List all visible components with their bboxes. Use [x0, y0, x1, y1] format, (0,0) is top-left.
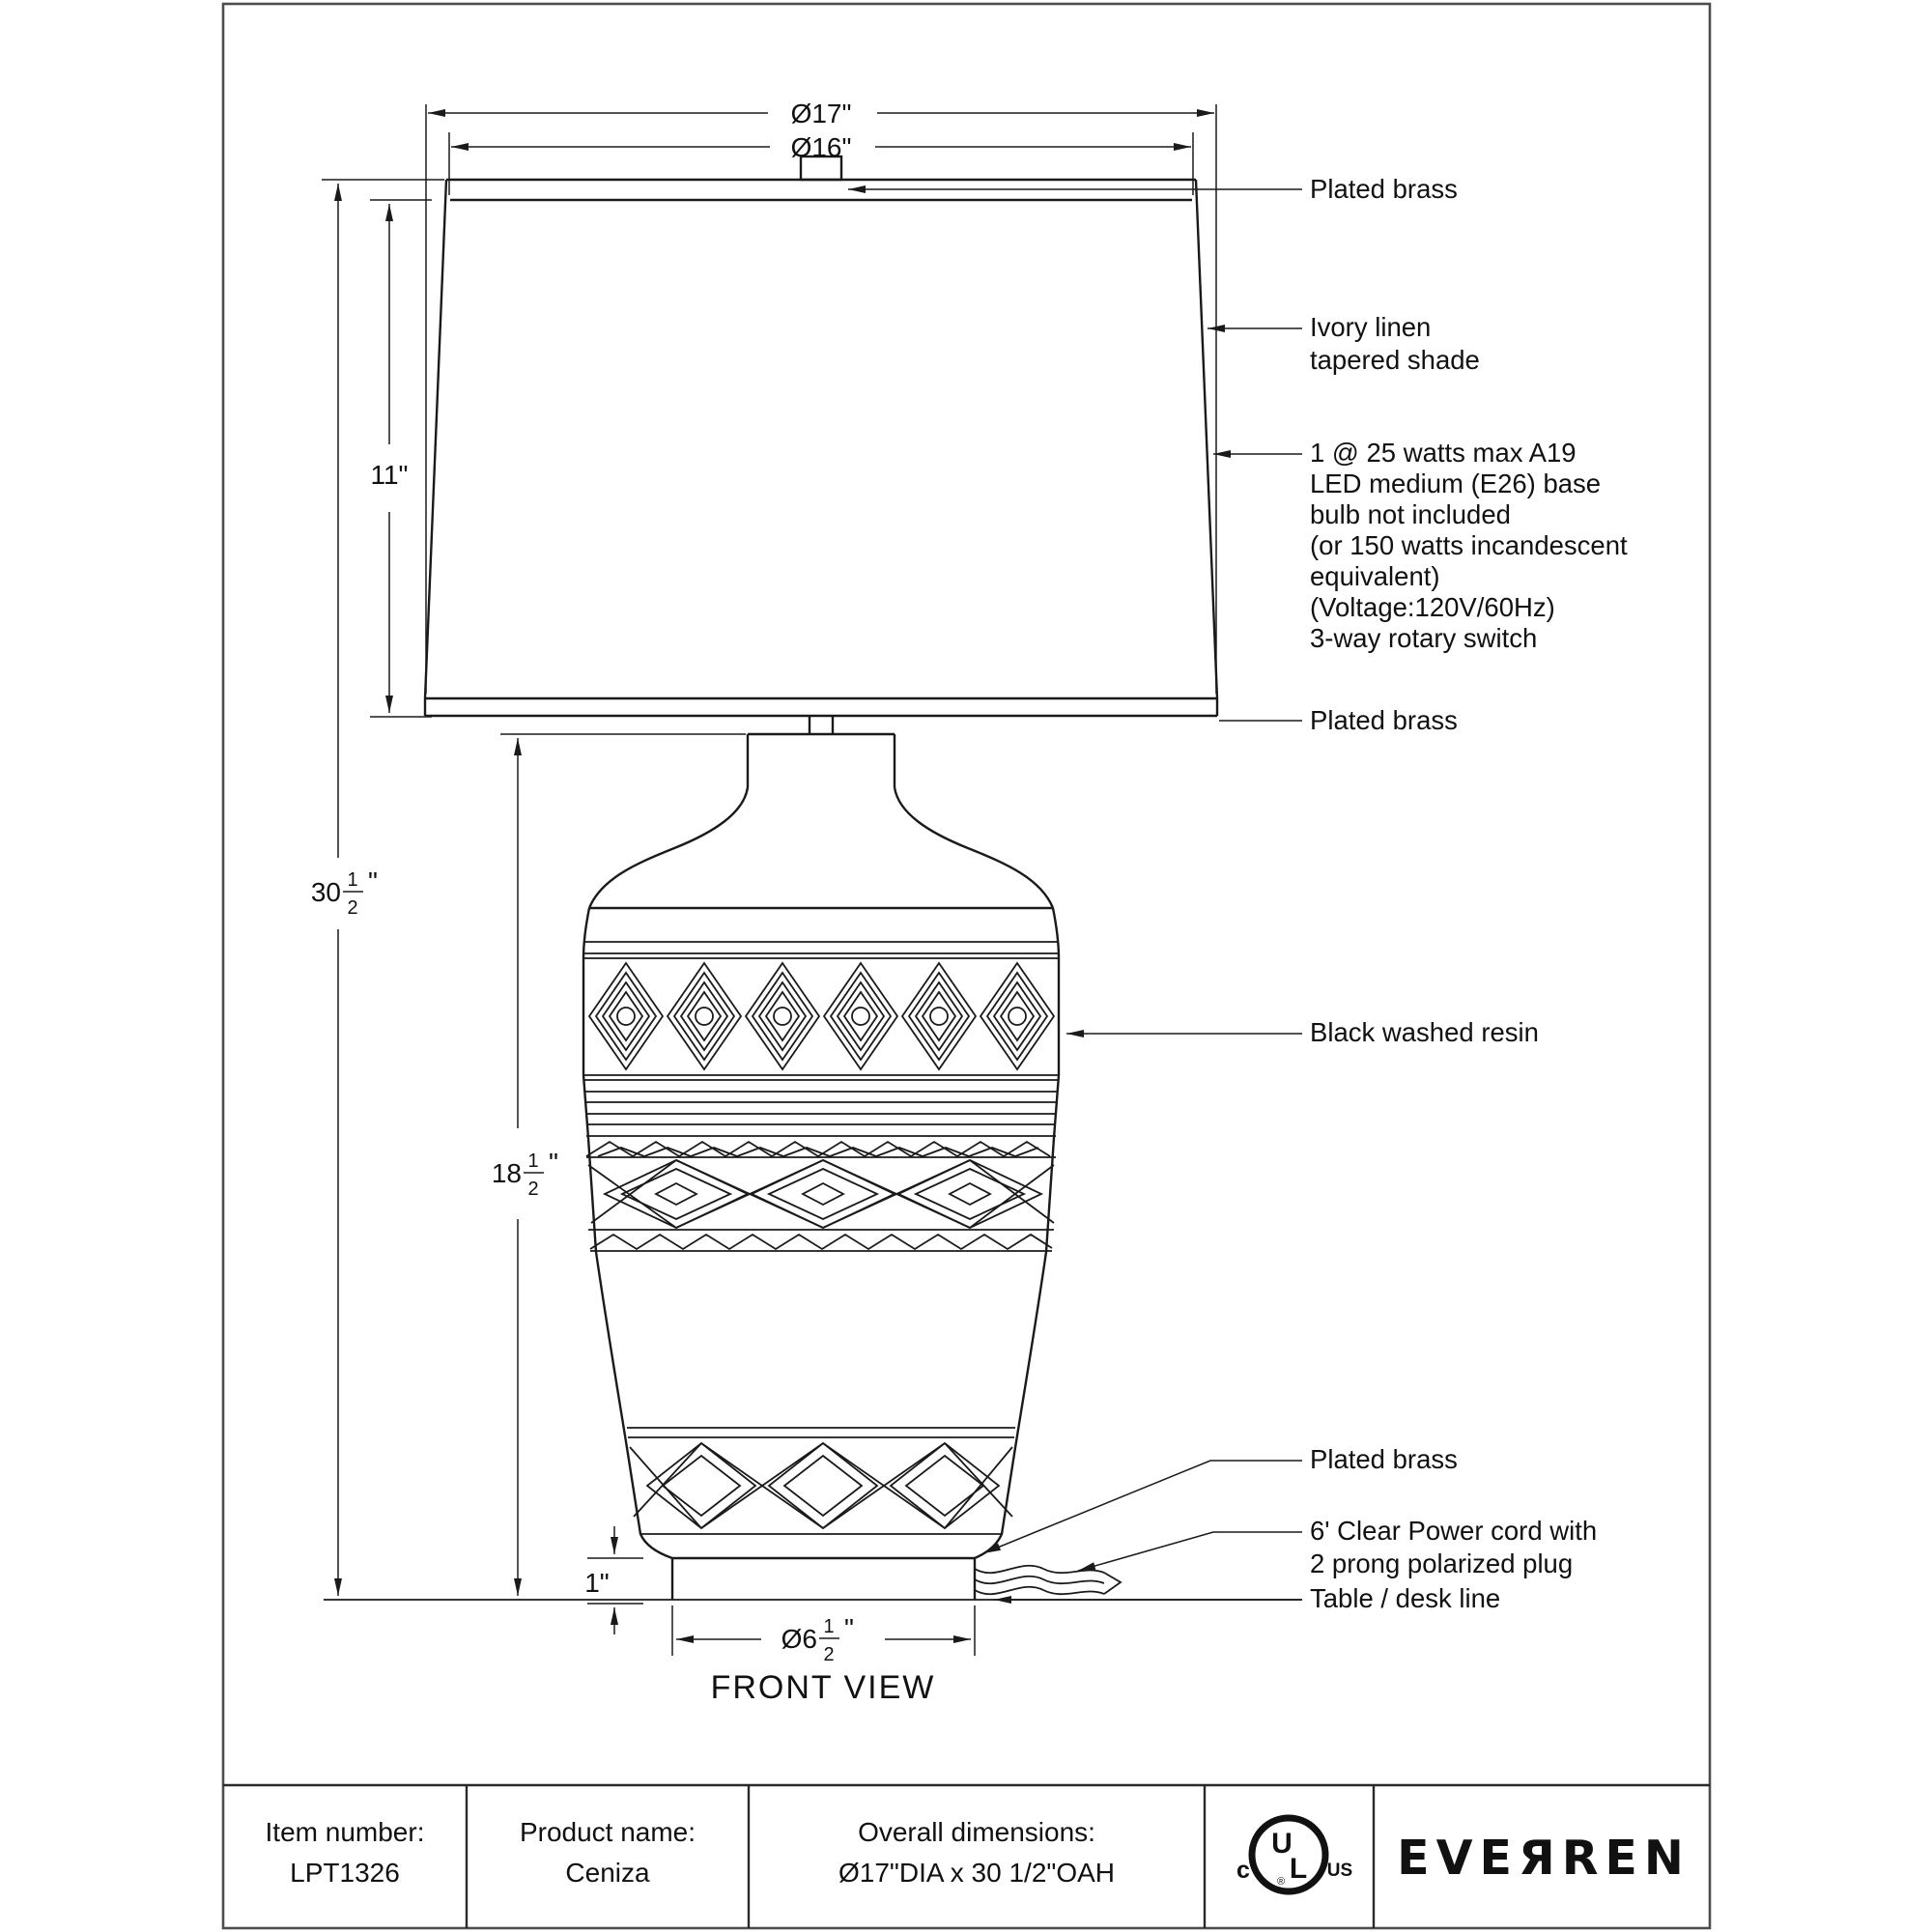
ul-registered-mark: ®	[1276, 1876, 1286, 1888]
item-number-label: Item number:	[265, 1817, 425, 1847]
diamond-band	[583, 942, 1059, 1075]
dim-base-dia-unit: "	[844, 1613, 854, 1643]
leader-neck	[1219, 705, 1458, 735]
title-block-cell-product	[520, 1817, 696, 1888]
title-block	[223, 1785, 1710, 1928]
overall-dimensions-label: Overall dimensions:	[858, 1817, 1095, 1847]
ul-letter-l: L	[1289, 1853, 1308, 1885]
dim-base-dia-den: 2	[823, 1644, 835, 1665]
dim-base-dia	[672, 1605, 975, 1665]
dim-shade-bottom-dia-label: Ø17"	[790, 99, 852, 128]
dim-shade-height	[370, 200, 432, 717]
ul-letter-c: c	[1236, 1857, 1250, 1884]
leader-shade-material	[1208, 312, 1480, 375]
dim-base-dia-num: 1	[823, 1616, 835, 1637]
callout-bulb-line7: 3-way rotary switch	[1310, 623, 1538, 653]
product-name-label: Product name:	[519, 1817, 696, 1847]
callout-table-line: Table / desk line	[1310, 1583, 1501, 1613]
callout-neck: Plated brass	[1310, 705, 1458, 735]
dim-body-height-unit: "	[549, 1148, 558, 1178]
geometric-band	[588, 1160, 1054, 1230]
product-name-value: Ceniza	[565, 1858, 650, 1888]
dim-body-height-whole: 18	[491, 1158, 522, 1188]
dim-overall-height-num: 1	[347, 869, 358, 891]
dim-shade-bottom-dia	[426, 99, 1216, 694]
callout-bulb-line3: bulb not included	[1310, 499, 1511, 529]
bottom-pattern-band	[627, 1428, 1015, 1534]
dim-base-dia-prefix: Ø6	[781, 1624, 817, 1654]
callout-bulb-line4: (or 150 watts incandescent	[1310, 530, 1628, 560]
callout-finial: Plated brass	[1310, 174, 1458, 204]
ul-letter-u: U	[1271, 1828, 1293, 1860]
leader-bulb-spec	[1213, 438, 1628, 653]
power-cord	[975, 1566, 1121, 1595]
view-label: FRONT VIEW	[710, 1669, 936, 1706]
lamp-shade	[425, 180, 1217, 716]
dim-overall-height-den: 2	[347, 897, 358, 919]
ribbed-band	[584, 1080, 1058, 1136]
callout-body-material: Black washed resin	[1310, 1017, 1539, 1047]
leader-table-line	[994, 1583, 1500, 1613]
dim-shade-height-label: 11"	[370, 460, 409, 490]
overall-dimensions-value: Ø17"DIA x 30 1/2"OAH	[838, 1858, 1116, 1888]
callout-bulb-line2: LED medium (E26) base	[1310, 469, 1602, 498]
dim-base-height	[584, 1526, 643, 1634]
dim-overall-height-unit: "	[368, 867, 378, 896]
leader-cord	[1078, 1516, 1597, 1578]
lamp-base	[672, 1558, 975, 1600]
dim-overall-height	[311, 180, 444, 1596]
zigzag-band-lower	[590, 1235, 1052, 1251]
callout-bulb-line6: (Voltage:120V/60Hz)	[1310, 592, 1555, 622]
callout-cord-line2: 2 prong polarized plug	[1310, 1548, 1574, 1578]
ul-letters-us: US	[1326, 1861, 1353, 1881]
dim-body-height	[492, 734, 746, 1596]
harp-rod	[810, 716, 833, 734]
ul-certification-icon	[1236, 1818, 1352, 1891]
callout-base: Plated brass	[1310, 1444, 1458, 1474]
item-number-value: LPT1326	[290, 1858, 400, 1888]
lamp-neck	[589, 734, 1053, 908]
callout-bulb-line5: equivalent)	[1310, 561, 1440, 591]
title-block-cell-item	[266, 1817, 425, 1888]
leader-body-material	[1066, 1017, 1539, 1047]
brand-logo: EVEЯREN	[1397, 1831, 1690, 1886]
callout-shade-material-line1: Ivory linen	[1310, 312, 1432, 342]
dim-overall-height-whole: 30	[310, 877, 341, 907]
dim-body-height-num: 1	[527, 1151, 539, 1172]
dim-body-height-den: 2	[527, 1179, 539, 1200]
callout-bulb-line1: 1 @ 25 watts max A19	[1310, 438, 1577, 468]
dim-shade-top-dia	[449, 132, 1193, 195]
title-block-cell-dimensions	[838, 1817, 1115, 1888]
callout-cord-line1: 6' Clear Power cord with	[1310, 1516, 1598, 1546]
callout-shade-material-line2: tapered shade	[1310, 345, 1480, 375]
dim-base-height-label: 1"	[584, 1568, 610, 1598]
dim-shade-top-dia-label: Ø16"	[790, 132, 852, 162]
zigzag-band-upper	[586, 1142, 1056, 1157]
